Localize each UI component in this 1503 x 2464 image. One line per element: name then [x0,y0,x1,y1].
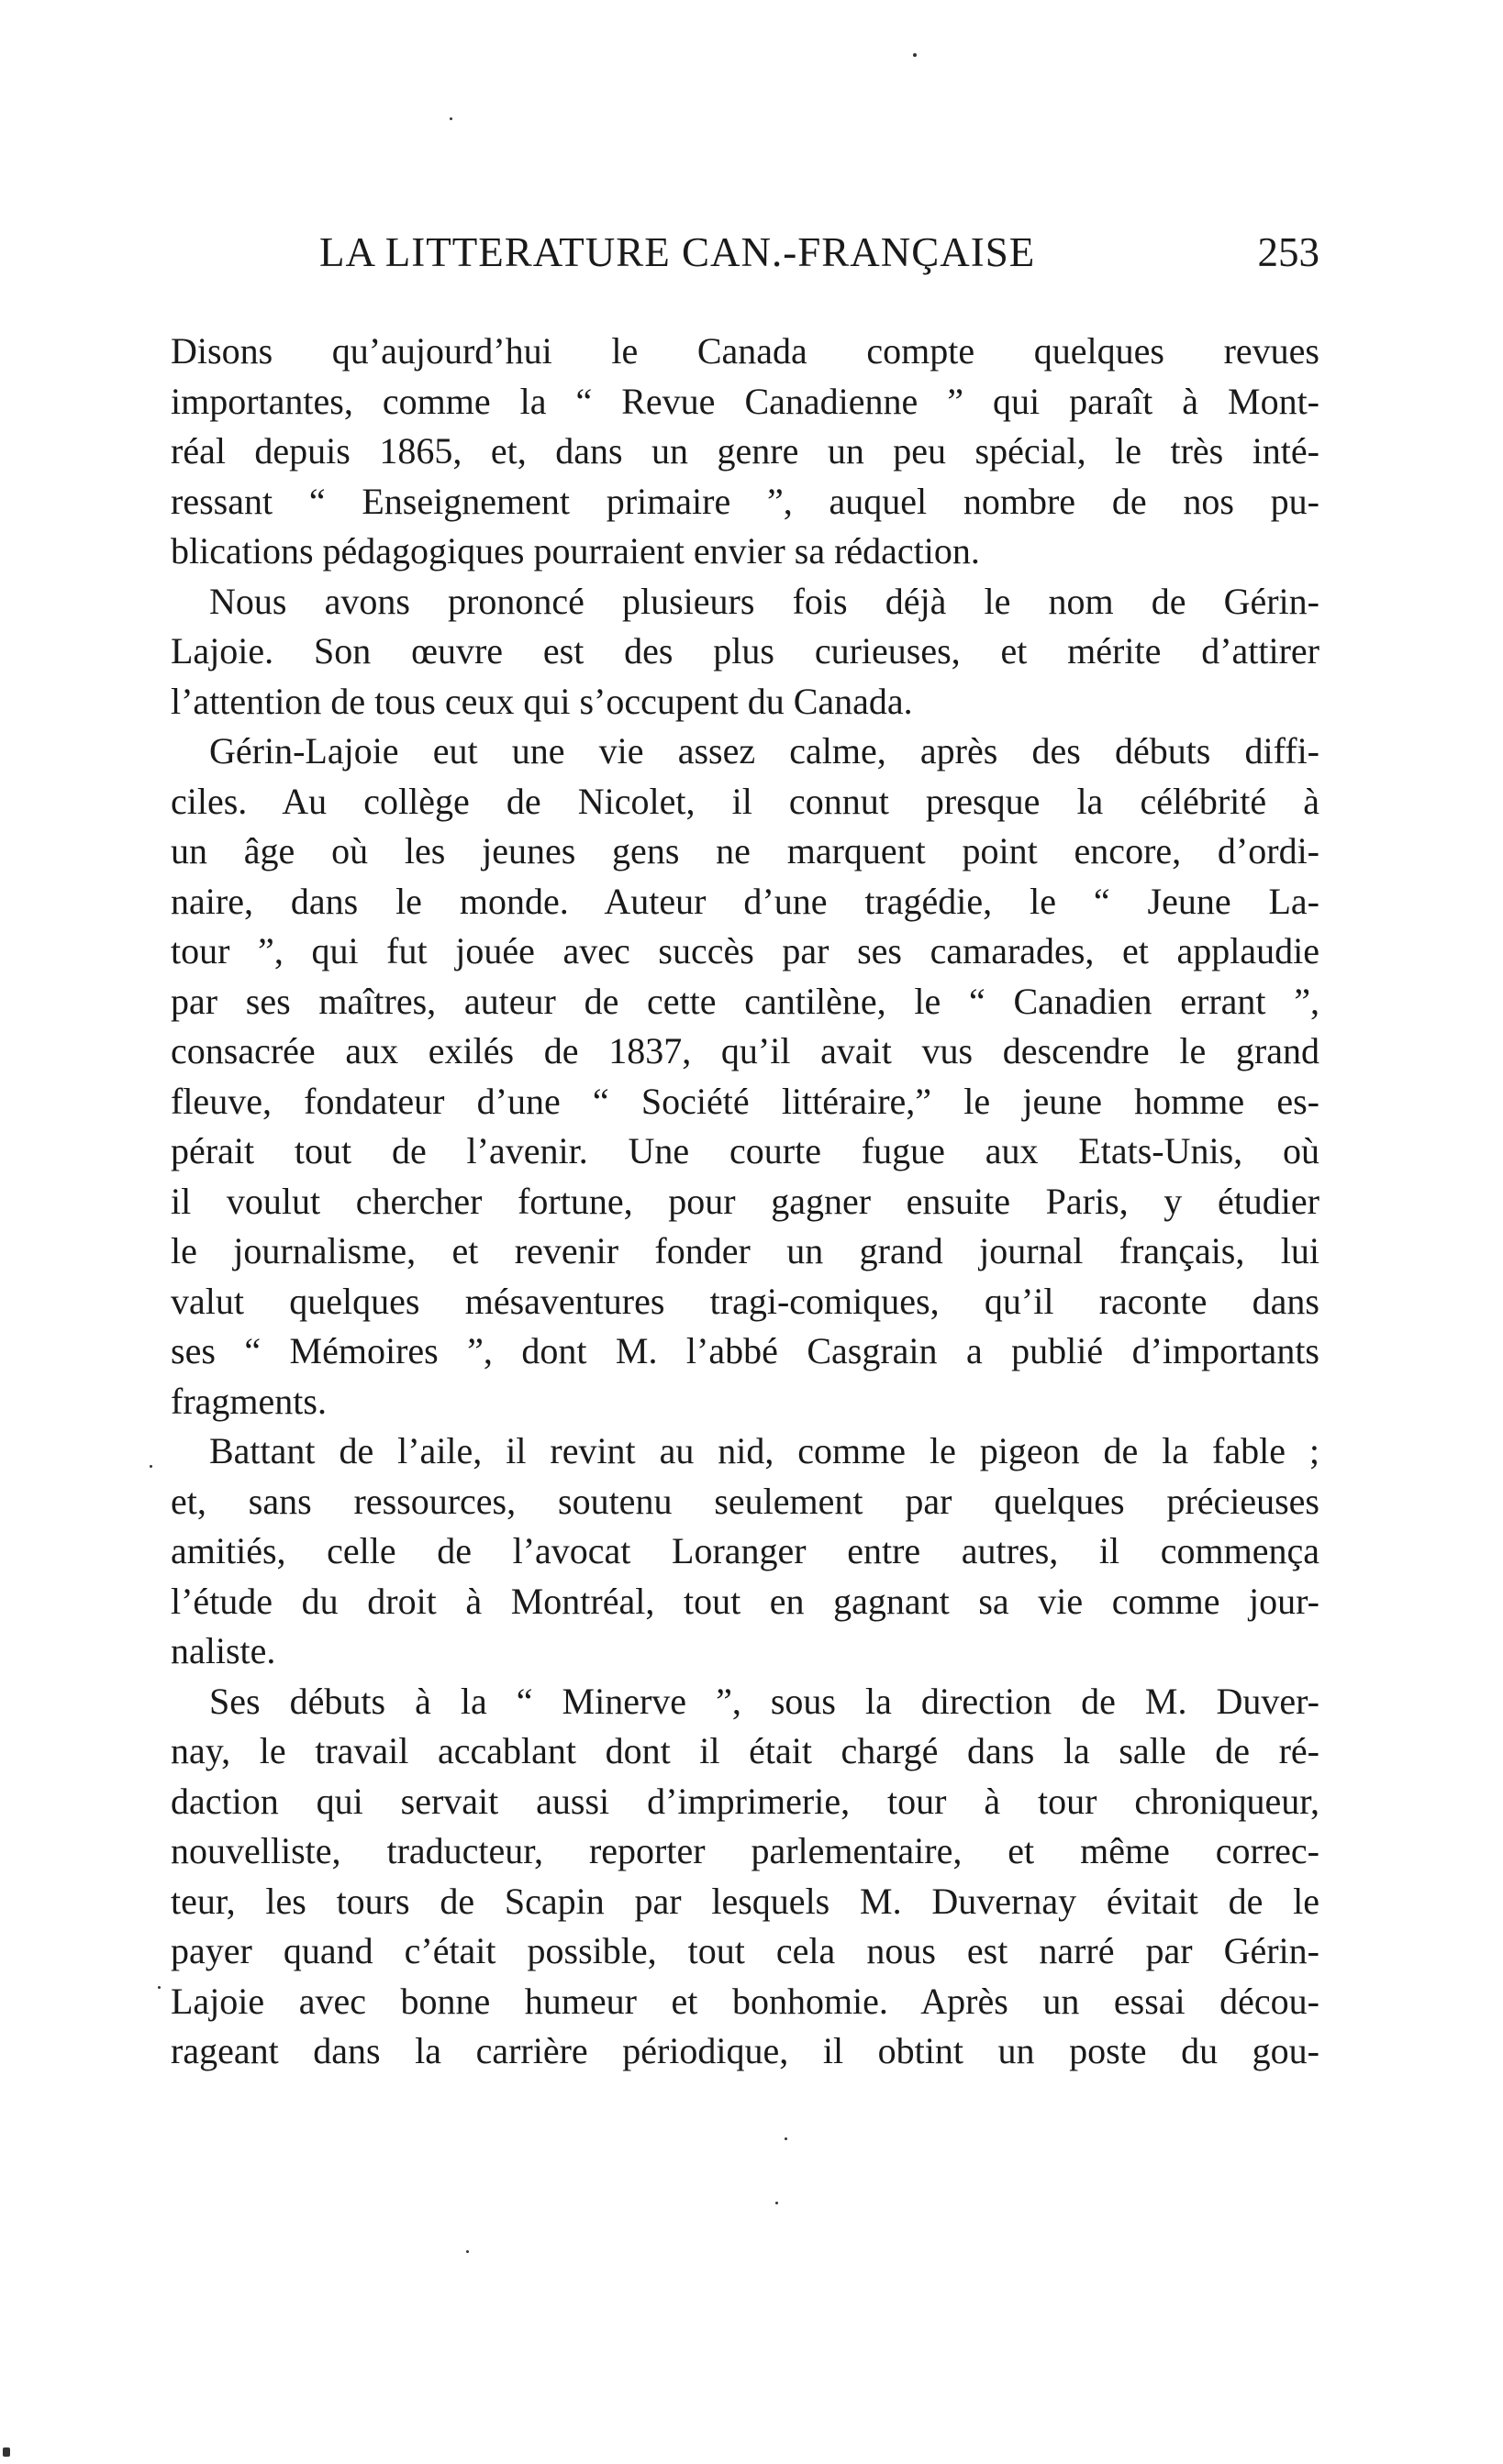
text-line: Ses débuts à la “ Minerve ”, sous la direction de M. Duver- [209,1680,1319,1722]
text-line: valut quelques mésaventures tragi-comiques, qu’il raconte dans [171,1280,1319,1322]
page-header [319,220,1319,284]
text-line: tour ”, qui fut jouée avec succès par ses camarades, et applaudie [171,930,1319,971]
running-title: LA LITTERATURE CAN.-FRANÇAISE [319,229,1036,275]
text-line: teur, les tours de Scapin par lesquels M. Duvernay évitait de le [171,1880,1319,1922]
text-line: le journalisme, et revenir fonder un grand journal français, lui [171,1230,1319,1271]
text-line: importantes, comme la “ Revue Canadienne ” qui paraît à Mont- [171,380,1319,422]
text-line: consacrée aux exilés de 1837, qu’il avait vus descendre le grand [171,1030,1319,1071]
text-line: rageant dans la carrière périodique, il obtint un poste du gou- [171,2030,1319,2071]
text-line: ressant “ Enseignement primaire ”, auquel nombre de nos pu- [171,480,1319,522]
scan-speck [450,117,452,120]
text-line: payer quand c’était possible, tout cela nous est narré par Gérin- [171,1930,1319,1971]
body-text [171,327,1319,2077]
text-line: amitiés, celle de l’avocat Loranger entre autres, il commença [171,1530,1319,1571]
text-line: naliste. [171,1630,276,1671]
text-line: et, sans ressources, soutenu seulement par quelques précieuses [171,1480,1319,1522]
text-line: l’étude du droit à Montréal, tout en gagnant sa vie comme jour- [171,1580,1319,1622]
text-line: un âge où les jeunes gens ne marquent point encore, d’ordi- [171,830,1319,871]
scan-speck [3,2447,10,2457]
scan-speck [785,2137,787,2140]
text-line: Disons qu’aujourd’hui le Canada compte quelques revues [171,330,1319,372]
text-line: Nous avons prononcé plusieurs fois déjà le nom de Gérin- [209,580,1319,622]
text-line: blications pédagogiques pourraient envier sa rédaction. [171,530,980,572]
text-line: daction qui servait aussi d’imprimerie, tour à tour chroniqueur, [171,1780,1319,1822]
page-number: 253 [1257,229,1319,275]
text-line: il voulut chercher fortune, pour gagner ensuite Paris, y étudier [171,1180,1319,1222]
scan-speck [158,1986,161,1989]
scan-speck [775,2202,778,2204]
text-line: l’attention de tous ceux qui s’occupent du Canada. [171,680,913,722]
scan-speck [150,1465,152,1468]
text-line: pérait tout de l’avenir. Une courte fugue aux Etats-Unis, où [171,1130,1319,1171]
text-line: par ses maîtres, auteur de cette cantilène, le “ Canadien errant ”, [171,980,1319,1022]
text-line: Lajoie avec bonne humeur et bonhomie. Après un essai décou- [171,1980,1319,2022]
text-line: fragments. [171,1380,327,1422]
text-line: nouvelliste, traducteur, reporter parlementaire, et même correc- [171,1830,1319,1871]
text-line: Lajoie. Son œuvre est des plus curieuses, et mérite d’attirer [171,630,1319,671]
text-line: Gérin-Lajoie eut une vie assez calme, après des débuts diffi- [209,730,1319,771]
text-line: nay, le travail accablant dont il était chargé dans la salle de ré- [171,1730,1319,1771]
text-line: Battant de l’aile, il revint au nid, comme le pigeon de la fable ; [209,1430,1319,1471]
text-line: réal depuis 1865, et, dans un genre un peu spécial, le très inté- [171,430,1319,472]
text-line: ciles. Au collège de Nicolet, il connut presque la célébrité à [171,780,1319,822]
text-line: ses “ Mémoires ”, dont M. l’abbé Casgrain a publié d’importants [171,1330,1319,1371]
text-line: fleuve, fondateur d’une “ Société littéraire,” le jeune homme es- [171,1080,1319,1122]
text-line: naire, dans le monde. Auteur d’une tragédie, le “ Jeune La- [171,880,1319,922]
scan-speck [466,2250,469,2253]
scan-speck [913,53,917,57]
